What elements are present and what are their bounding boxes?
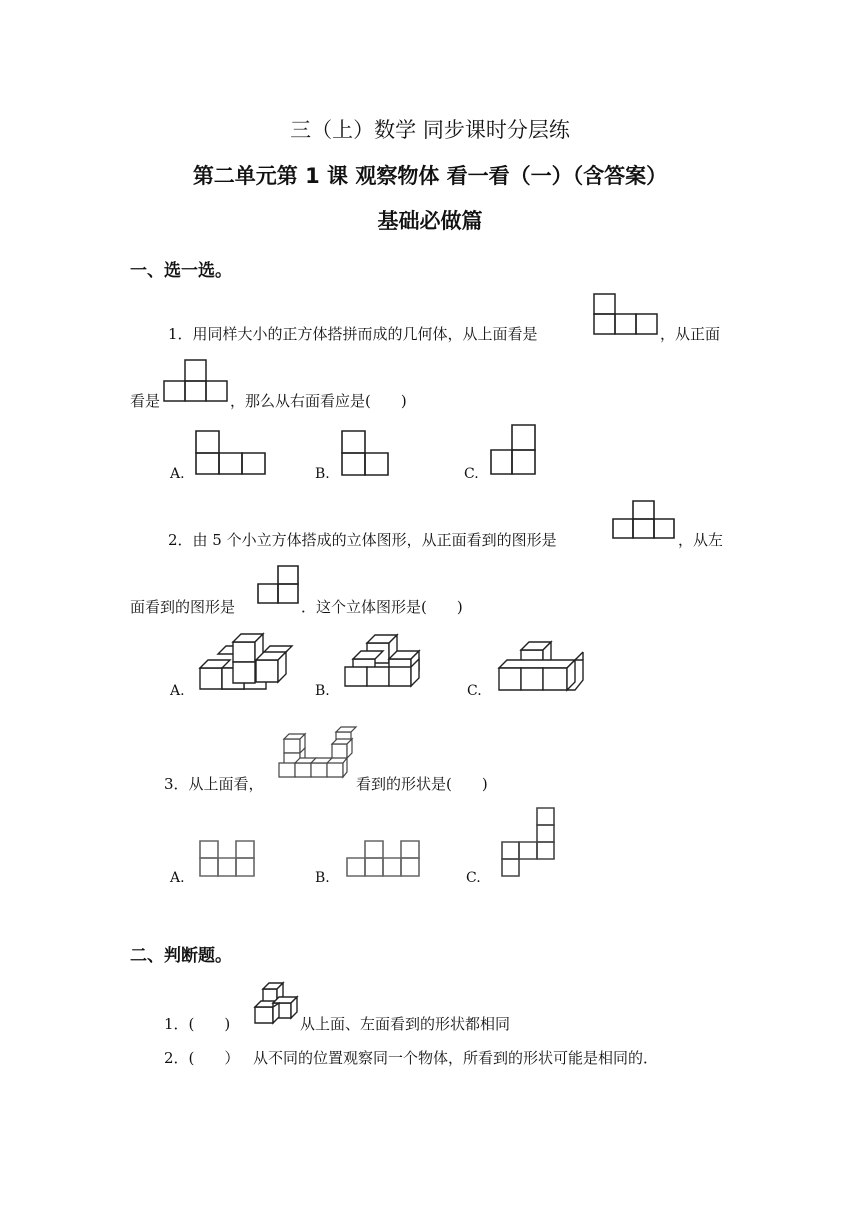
judge-1-prefix[interactable]: 1．( ) (164, 1015, 231, 1033)
q1-front-view-figure (163, 359, 229, 403)
q1-option-c-label[interactable]: C. (464, 466, 479, 482)
q2-text-c: 面看到的图形是 (130, 598, 236, 616)
judge-1-figure (253, 981, 299, 1025)
q2-front-view-figure (612, 500, 676, 540)
q2-option-a-label[interactable]: A. (170, 683, 185, 699)
lesson-title: 第二单元第 1 课 观察物体 看一看（一）（含答案） (192, 164, 668, 188)
q3-option-a-label[interactable]: A. (170, 870, 185, 886)
q2-text-a: 2．由 5 个小立方体搭成的立体图形，从正面看到的图形是 (168, 531, 557, 549)
q3-text-a: 3．从上面看， (164, 775, 264, 793)
q1-option-c-figure[interactable] (490, 424, 538, 476)
q1-text-c: 看是 (130, 392, 161, 410)
page-title: 三（上）数学 同步课时分层练 (290, 118, 570, 142)
q1-option-a-label[interactable]: A. (170, 466, 185, 482)
q2-text-d: ．这个立体图形是( ) (301, 598, 463, 616)
q2-option-b-figure[interactable] (343, 633, 425, 689)
q1-option-b-label[interactable]: B. (315, 466, 330, 482)
q1-text-b: ，从正面 (660, 325, 721, 343)
q1-text-a: 1．用同样大小的正方体搭拼而成的几何体，从上面看是 (168, 325, 538, 343)
section-heading-judge: 二、判断题。 (130, 946, 232, 966)
judge-2-prefix[interactable]: 2．( ） (164, 1049, 240, 1067)
q2-left-view-figure (257, 565, 301, 605)
q3-3d-figure (276, 725, 356, 779)
q1-text-d: ，那么从右面看应是( ) (230, 392, 407, 410)
judge-2-text: 从不同的位置观察同一个物体，所看到的形状可能是相同的． (253, 1049, 659, 1067)
q3-option-c-figure[interactable] (501, 807, 557, 879)
section-subtitle: 基础必做篇 (377, 209, 483, 233)
q1-option-b-figure[interactable] (341, 430, 391, 476)
q2-option-c-label[interactable]: C. (467, 683, 482, 699)
q2-option-b-label[interactable]: B. (315, 683, 330, 699)
q1-top-view-figure (593, 293, 659, 335)
q3-option-b-figure[interactable] (346, 840, 422, 878)
section-heading-choose: 一、选一选。 (130, 261, 232, 281)
q2-text-b: ，从左 (678, 531, 724, 549)
judge-1-text: 从上面、左面看到的形状都相同 (300, 1015, 511, 1033)
q1-option-a-figure[interactable] (195, 430, 267, 475)
q3-text-b: 看到的形状是( ) (356, 775, 488, 793)
q3-option-a-figure[interactable] (199, 840, 257, 878)
q3-option-b-label[interactable]: B. (315, 870, 330, 886)
q2-option-a-figure[interactable] (198, 632, 290, 692)
q3-option-c-label[interactable]: C. (466, 870, 481, 886)
q2-option-c-figure[interactable] (497, 640, 589, 692)
